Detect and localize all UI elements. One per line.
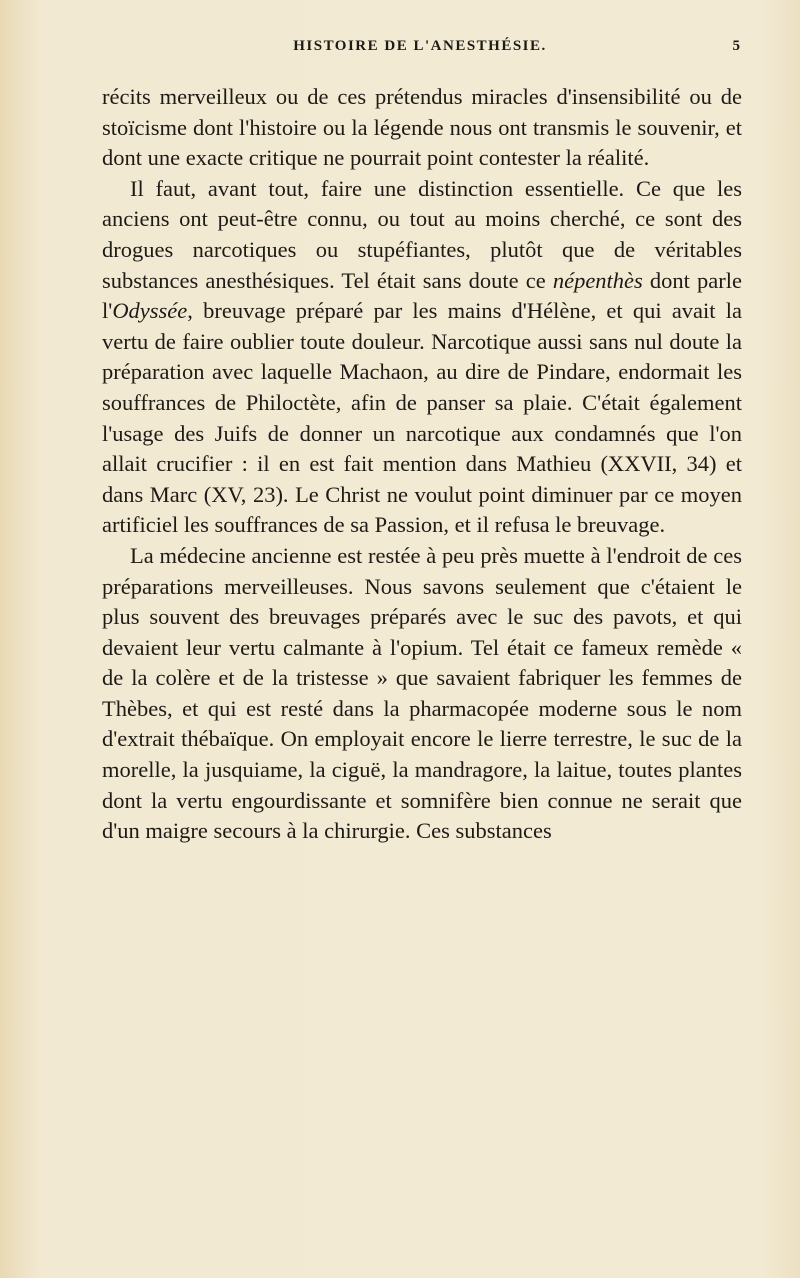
paragraph-3 [102,541,742,847]
paragraph-2-text-b: dont parle l' [102,267,742,324]
odyssee-italic: Odyssée [112,298,188,324]
running-title: HISTOIRE DE L'ANESTHÉSIE. [293,38,547,54]
paragraph-3-text: La médecine ancienne est restée à peu près muette à l'endroit de ces préparations merveilleuses. Nous savons seulement que c'étaient le plus souvent des breuvages préparés avec le suc des pavots, et qui devaient leur vertu calmante à l'opium. Tel était ce fameux remède « de la colère et de la tristesse » que savaient fabriquer les femmes de Thèbes, et qui est resté dans la pharmacopée moderne sous le nom d'extrait thébaïque. On employait encore le lierre terrestre, le suc de la morelle, la jusquiame, la ciguë, la mandragore, la laitue, toutes plantes dont la vertu engourdissante et somnifère bien connue ne serait que d'un maigre secours à la chirurgie. Ces substances [102,542,742,844]
paragraph-1-text: récits merveilleux ou de ces prétendus miracles d'insensibilité ou de stoïcisme dont l'histoire ou la légende nous ont transmis le souvenir, et dont une exacte critique ne pourrait point contester la réalité. [102,84,742,171]
paragraph-2 [102,174,742,541]
page-number: 5 [732,38,740,54]
nepenthes-italic: népenthès [552,267,643,293]
paragraph-2-text-a: Il faut, avant tout, faire une distinction essentielle. Ce que les anciens ont peut-être connu, ou tout au moins cherché, ce sont des drogues narcotiques ou stupéfiantes, plutôt que de véritables substances anesthésiques. Tel était sans doute ce [102,175,742,293]
paragraph-1 [102,82,742,174]
body-text [102,82,742,847]
paragraph-2-text-c: , breuvage préparé par les mains d'Hélène, et qui avait la vertu de faire oublier toute douleur. Narcotique aussi sans nul doute la préparation avec laquelle Machaon, au dire de Pindare, endormait les souffrances de Philoctète, afin de panser sa plaie. C'était également l'usage des Juifs de donner un narcotique aux condamnés que l'on allait crucifier : il en est fait mention dans Mathieu (XXVII, 34) et dans Marc (XV, 23). Le Christ ne voulut point diminuer par ce moyen artificiel les souffrances de sa Passion, et il refusa le breuvage. [102,298,742,538]
running-header [100,38,740,62]
